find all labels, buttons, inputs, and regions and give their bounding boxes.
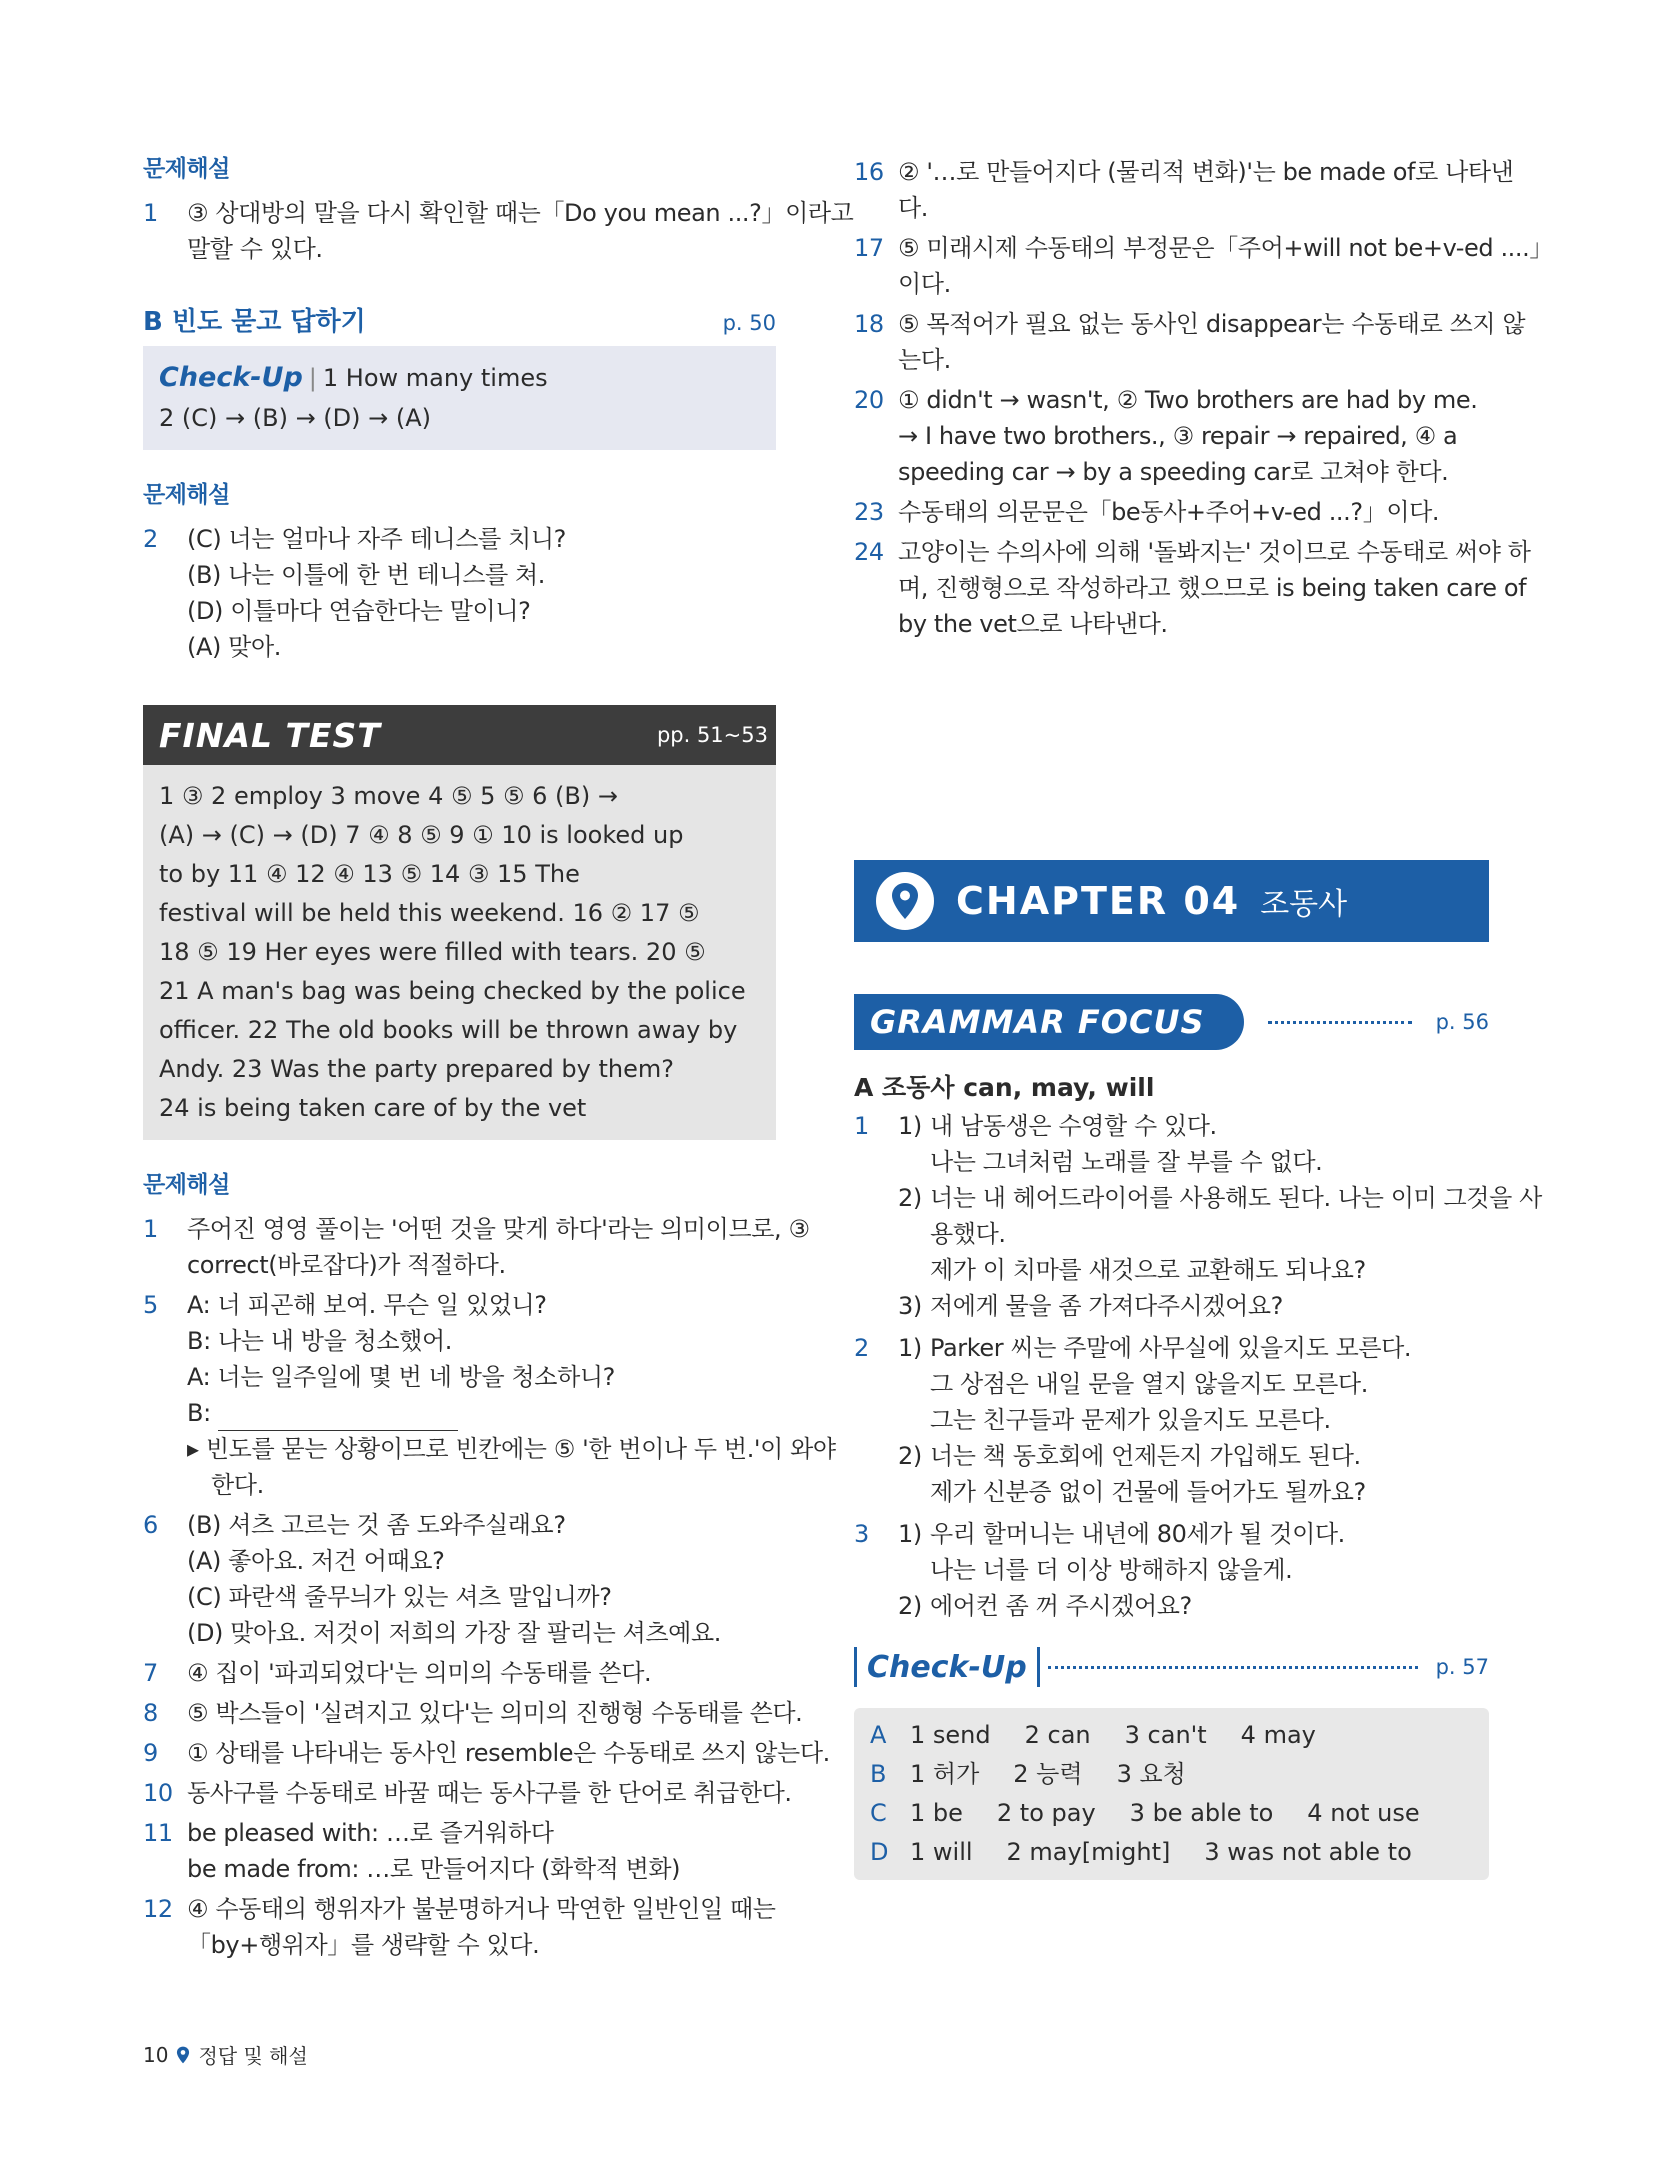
grammar-focus-title: GRAMMAR FOCUS <box>854 994 1244 1050</box>
answer-cell: 1 send <box>910 1721 991 1749</box>
list-item <box>854 1108 1542 1324</box>
footer-text: 정답 및 해설 <box>198 2044 308 2068</box>
location-pin-icon <box>876 872 934 930</box>
item-line: 너는 책 동호회에 언제든지 가입해도 된다. <box>930 1442 1361 1470</box>
item-body <box>898 1108 1542 1324</box>
divider <box>854 1647 857 1687</box>
list-item <box>854 534 1531 642</box>
grammar-answer-list <box>854 1108 1542 1624</box>
item-line: 너는 내 헤어드라이어를 사용해도 된다. 나는 이미 그것을 사 <box>930 1184 1542 1212</box>
answer-cell: 2 can <box>1024 1721 1091 1749</box>
item-body <box>898 154 1513 226</box>
dotted-leader <box>1048 1666 1418 1669</box>
sub-item <box>898 1288 1542 1324</box>
section-label: 문제해설 <box>143 482 230 508</box>
answer-cell: 1 be <box>910 1799 963 1827</box>
sub-body <box>930 1108 1322 1180</box>
item-line: 용했다. <box>930 1220 1006 1248</box>
item-line: B: 나는 내 방을 청소했어. <box>187 1327 452 1355</box>
item-line: 는다. <box>898 346 951 374</box>
item-line: 내 남동생은 수영할 수 있다. <box>930 1112 1217 1140</box>
sub-body <box>930 1516 1345 1588</box>
item-line: ⑤ 미래시제 수동태의 부정문은「주어+will not be+v-ed ....」 <box>898 234 1553 262</box>
item-line: ① didn't → wasn't, ② Two brothers are had by me. <box>898 386 1478 414</box>
item-number: 16 <box>854 158 884 186</box>
answer-line: festival will be held this weekend. 16 ② 17 ⑤ <box>159 899 700 927</box>
page-number: 10 <box>143 2042 169 2067</box>
item-line: ② '…로 만들어지다 (물리적 변화)'는 be made of로 나타낸 <box>898 158 1514 186</box>
item-line: 우리 할머니는 내년에 80세가 될 것이다. <box>930 1520 1345 1548</box>
item-line: (B) 셔츠 고르는 것 좀 도와주실래요? <box>187 1511 566 1539</box>
dotted-leader <box>1268 1021 1411 1024</box>
sub-body <box>930 1330 1411 1438</box>
item-number: 20 <box>854 386 884 414</box>
item-line: 나는 그녀처럼 노래를 잘 부를 수 없다. <box>930 1148 1323 1176</box>
answer-line: 1 ③ 2 employ 3 move 4 ⑤ 5 ⑤ 6 (B) → <box>159 782 618 810</box>
answer-blank <box>218 1404 458 1431</box>
item-body <box>898 382 1477 490</box>
item-line: → I have two brothers., ③ repair → repaired, ④ a <box>898 422 1458 450</box>
item-number: 11 <box>143 1819 173 1847</box>
item-line: 동사구를 수동태로 바꿀 때는 동사구를 한 단어로 취급한다. <box>187 1779 792 1807</box>
item-line: ③ 상대방의 말을 다시 확인할 때는「Do you mean ...?」이라고 <box>187 199 854 227</box>
item-line: 며, 진행형으로 작성하라고 했으므로 is being taken care of <box>898 574 1527 602</box>
item-line: speeding car → by a speeding car로 고쳐야 한다. <box>898 458 1449 486</box>
list-item <box>143 1815 776 1887</box>
item-body <box>898 534 1531 642</box>
item-line: ④ 수동태의 행위자가 불분명하거나 막연한 일반인일 때는 <box>187 1895 776 1923</box>
item-number: 5 <box>143 1291 158 1319</box>
item-number: 23 <box>854 498 884 526</box>
location-pin-icon <box>176 2046 190 2064</box>
list-item <box>143 1655 776 1691</box>
sub-number: 3) <box>898 1292 922 1320</box>
answer-cell: 2 to pay <box>996 1799 1096 1827</box>
answer-row <box>870 1833 1473 1872</box>
list-item <box>854 382 1489 490</box>
item-number: 3 <box>854 1520 869 1548</box>
sub-number: 1) <box>898 1520 922 1548</box>
item-line: 에어컨 좀 꺼 주시겠어요? <box>930 1592 1192 1620</box>
item-body <box>187 1211 810 1283</box>
item-body <box>187 1287 836 1503</box>
divider <box>1037 1647 1040 1687</box>
item-body <box>187 1655 651 1691</box>
answer-line: 24 is being taken care of by the vet <box>159 1094 587 1122</box>
item-line: Parker 씨는 주말에 사무실에 있을지도 모른다. <box>930 1334 1412 1362</box>
checkup-box: Check-Up | 1 How many times 2 (C) → (B) → (D) → (A) <box>143 346 776 450</box>
answer-line: 18 ⑤ 19 Her eyes were filled with tears. 20 ⑤ <box>159 938 706 966</box>
item-line: 저에게 물을 좀 가져다주시겠어요? <box>930 1292 1284 1320</box>
list-item <box>854 1330 1489 1510</box>
section-b-page: p. 50 <box>722 311 776 335</box>
item-body <box>898 494 1439 530</box>
checkup2-answers <box>854 1708 1489 1880</box>
item-body <box>187 1815 680 1887</box>
item-body <box>898 1516 1345 1624</box>
section-b-title: B 빈도 묻고 답하기 <box>143 307 366 337</box>
grammar-focus-content <box>854 1068 1542 1880</box>
answer-row <box>870 1716 1473 1755</box>
list-item <box>143 1695 803 1731</box>
item-number: 1 <box>143 199 158 227</box>
item-number: 2 <box>854 1334 869 1362</box>
item-line: (C) 너는 얼마나 자주 테니스를 치니? <box>187 525 566 553</box>
item-body <box>187 1735 830 1771</box>
list-item <box>854 1516 1489 1624</box>
left-column <box>143 150 854 1967</box>
item-line: (C) 파란색 줄무늬가 있는 셔츠 말입니까? <box>187 1583 612 1611</box>
sub-body <box>930 1588 1192 1624</box>
item-line: 고양이는 수의사에 의해 '돌봐지는' 것이므로 수동태로 써야 하 <box>898 538 1531 566</box>
grammar-focus-page: p. 56 <box>1435 1010 1489 1034</box>
explanation-list <box>143 1211 836 1963</box>
item-line: be made from: …로 만들어지다 (화학적 변화) <box>187 1855 681 1883</box>
item-line: ⑤ 목적어가 필요 없는 동사인 disappear는 수동태로 쓰지 않 <box>898 310 1526 338</box>
item-number: 10 <box>143 1779 173 1807</box>
list-item <box>854 306 1526 378</box>
note-line: ▸ 빈도를 묻는 상황이므로 빈칸에는 ⑤ '한 번이나 두 번.'이 와야 <box>187 1435 836 1463</box>
item-number: 2 <box>143 525 158 553</box>
answer-row <box>870 1755 1473 1794</box>
sub-number: 2) <box>898 1184 922 1212</box>
item-line: correct(바로잡다)가 적절하다. <box>187 1251 506 1279</box>
sub-number: 1) <box>898 1112 922 1140</box>
item-body <box>898 1330 1411 1510</box>
item-line: 그는 친구들과 문제가 있을지도 모른다. <box>930 1406 1331 1434</box>
sub-item <box>898 1330 1411 1438</box>
blank-prefix: B: <box>187 1399 218 1427</box>
item-line: (A) 맞아. <box>187 633 281 661</box>
sub-item <box>898 1588 1345 1624</box>
item-line: 수동태의 의문문은「be동사+주어+v-ed ...?」이다. <box>898 498 1440 526</box>
list-item <box>143 521 776 665</box>
item-line: (A) 좋아요. 저건 어때요? <box>187 1547 445 1575</box>
answer-cell: 2 may[might] <box>1006 1838 1171 1866</box>
checkup-label: Check-Up <box>159 362 303 393</box>
section-label: 문제해설 <box>143 1172 230 1198</box>
answer-cell: 2 능력 <box>1013 1760 1083 1788</box>
item-number: 7 <box>143 1659 158 1687</box>
answer-cell: 1 허가 <box>910 1760 980 1788</box>
answer-line: 21 A man's bag was being checked by the police <box>159 977 746 1005</box>
item-line: A: 너 피곤해 보여. 무슨 일 있었니? <box>187 1291 547 1319</box>
item-line: ④ 집이 '파괴되었다'는 의미의 수동태를 쓴다. <box>187 1659 652 1687</box>
item-number: 9 <box>143 1739 158 1767</box>
list-item <box>854 494 1489 530</box>
note-line: 한다. <box>211 1471 264 1499</box>
right-column <box>854 150 1553 646</box>
sub-body <box>930 1438 1366 1510</box>
item-line: 주어진 영영 풀이는 '어떤 것을 맞게 하다'라는 의미이므로, ③ <box>187 1215 810 1243</box>
answer-cell: 1 will <box>910 1838 973 1866</box>
item-line: 그 상점은 내일 문을 열지 않을지도 모른다. <box>930 1370 1368 1398</box>
answer-line: officer. 22 The old books will be thrown away by <box>159 1016 738 1044</box>
row-letter: D <box>870 1838 889 1866</box>
answer-line: Andy. 23 Was the party prepared by them? <box>159 1055 674 1083</box>
item-body <box>187 1695 802 1731</box>
sub-item <box>898 1516 1345 1588</box>
item-number: 17 <box>854 234 884 262</box>
answer-row <box>870 1794 1473 1833</box>
item-line: 이다. <box>898 270 951 298</box>
grammar-heading: A 조동사 can, may, will <box>854 1073 1155 1102</box>
item-line: 말할 수 있다. <box>187 235 323 263</box>
checkup2-header <box>854 1644 1489 1690</box>
item-line: (D) 맞아요. 저것이 저희의 가장 잘 팔리는 셔츠예요. <box>187 1619 721 1647</box>
item-line: (D) 이틀마다 연습한다는 말이니? <box>187 597 531 625</box>
sub-item <box>898 1180 1542 1288</box>
answer-cell: 3 can't <box>1124 1721 1207 1749</box>
final-test-answers <box>143 765 776 1140</box>
sub-number: 2) <box>898 1442 922 1470</box>
section-b-header <box>143 301 776 338</box>
answer-cell: 3 요청 <box>1116 1760 1186 1788</box>
explanation-list <box>854 154 1553 642</box>
final-test-title: FINAL TEST <box>159 715 381 755</box>
answer-cell: 3 was not able to <box>1204 1838 1412 1866</box>
checkup-answer-2: 2 (C) → (B) → (D) → (A) <box>159 404 432 432</box>
item-note <box>187 1431 836 1503</box>
explanation-list <box>143 521 776 665</box>
item-number: 6 <box>143 1511 158 1539</box>
section-label: 문제해설 <box>143 156 230 182</box>
item-body <box>187 195 853 267</box>
answer-cell: 4 not use <box>1307 1799 1420 1827</box>
grammar-focus-header <box>854 994 1489 1050</box>
sub-body <box>930 1288 1283 1324</box>
item-body <box>187 521 566 665</box>
row-letter: C <box>870 1799 887 1827</box>
checkup2-page: p. 57 <box>1435 1655 1489 1679</box>
item-line: 다. <box>898 194 929 222</box>
answer-line: to by 11 ④ 12 ④ 13 ⑤ 14 ③ 15 The <box>159 860 580 888</box>
sub-number: 2) <box>898 1592 922 1620</box>
list-item <box>143 1891 776 1963</box>
list-item <box>143 1287 836 1503</box>
item-number: 8 <box>143 1699 158 1727</box>
list-item <box>143 1211 810 1283</box>
item-line: 나는 너를 더 이상 방해하지 않을게. <box>930 1556 1293 1584</box>
item-line: ① 상태를 나타내는 동사인 resemble은 수동태로 쓰지 않는다. <box>187 1739 830 1767</box>
item-line: by the vet으로 나타낸다. <box>898 610 1168 638</box>
item-line: 「by+행위자」를 생략할 수 있다. <box>187 1931 540 1959</box>
explanation-list <box>143 195 854 267</box>
sub-body <box>930 1180 1542 1288</box>
item-number: 1 <box>854 1112 869 1140</box>
item-line: (B) 나는 이틀에 한 번 테니스를 쳐. <box>187 561 546 589</box>
item-line: 제가 이 치마를 새것으로 교환해도 되나요? <box>930 1256 1366 1284</box>
item-number: 1 <box>143 1215 158 1243</box>
final-test-header <box>143 705 776 765</box>
checkup2-label: Check-Up <box>867 1649 1027 1685</box>
chapter-banner <box>854 860 1489 942</box>
chapter-title: 조동사 <box>1260 887 1348 922</box>
list-item <box>854 154 1514 226</box>
item-number: 12 <box>143 1895 173 1923</box>
list-item <box>143 1735 830 1771</box>
list-item <box>143 1775 792 1811</box>
page-footer <box>143 2040 308 2069</box>
row-letter: B <box>870 1760 887 1788</box>
list-item <box>143 1507 776 1651</box>
item-body <box>187 1507 721 1651</box>
item-line: ⑤ 박스들이 '실려지고 있다'는 의미의 진행형 수동태를 쓴다. <box>187 1699 803 1727</box>
list-item <box>143 195 854 267</box>
answer-cell: 4 may <box>1240 1721 1316 1749</box>
final-test-pages: pp. 51~53 <box>656 723 768 747</box>
list-item <box>854 230 1553 302</box>
item-line: be pleased with: …로 즐거워하다 <box>187 1819 554 1847</box>
item-body <box>898 306 1525 378</box>
item-number: 18 <box>854 310 884 338</box>
item-number: 24 <box>854 538 884 566</box>
answer-cell: 3 be able to <box>1129 1799 1274 1827</box>
item-body <box>187 1775 792 1811</box>
answer-line: (A) → (C) → (D) 7 ④ 8 ⑤ 9 ① 10 is looked up <box>159 821 684 849</box>
sub-item <box>898 1108 1542 1180</box>
item-line: A: 너는 일주일에 몇 번 네 방을 청소하니? <box>187 1363 615 1391</box>
item-body <box>898 230 1553 302</box>
item-line: 제가 신분증 없이 건물에 들어가도 될까요? <box>930 1478 1366 1506</box>
sub-item <box>898 1438 1411 1510</box>
item-body <box>187 1891 776 1963</box>
sub-number: 1) <box>898 1334 922 1362</box>
chapter-number: CHAPTER 04 <box>956 879 1241 923</box>
row-letter: A <box>870 1721 887 1749</box>
item-line <box>187 1395 836 1431</box>
checkup-answer-1: 1 How many times <box>322 364 548 392</box>
